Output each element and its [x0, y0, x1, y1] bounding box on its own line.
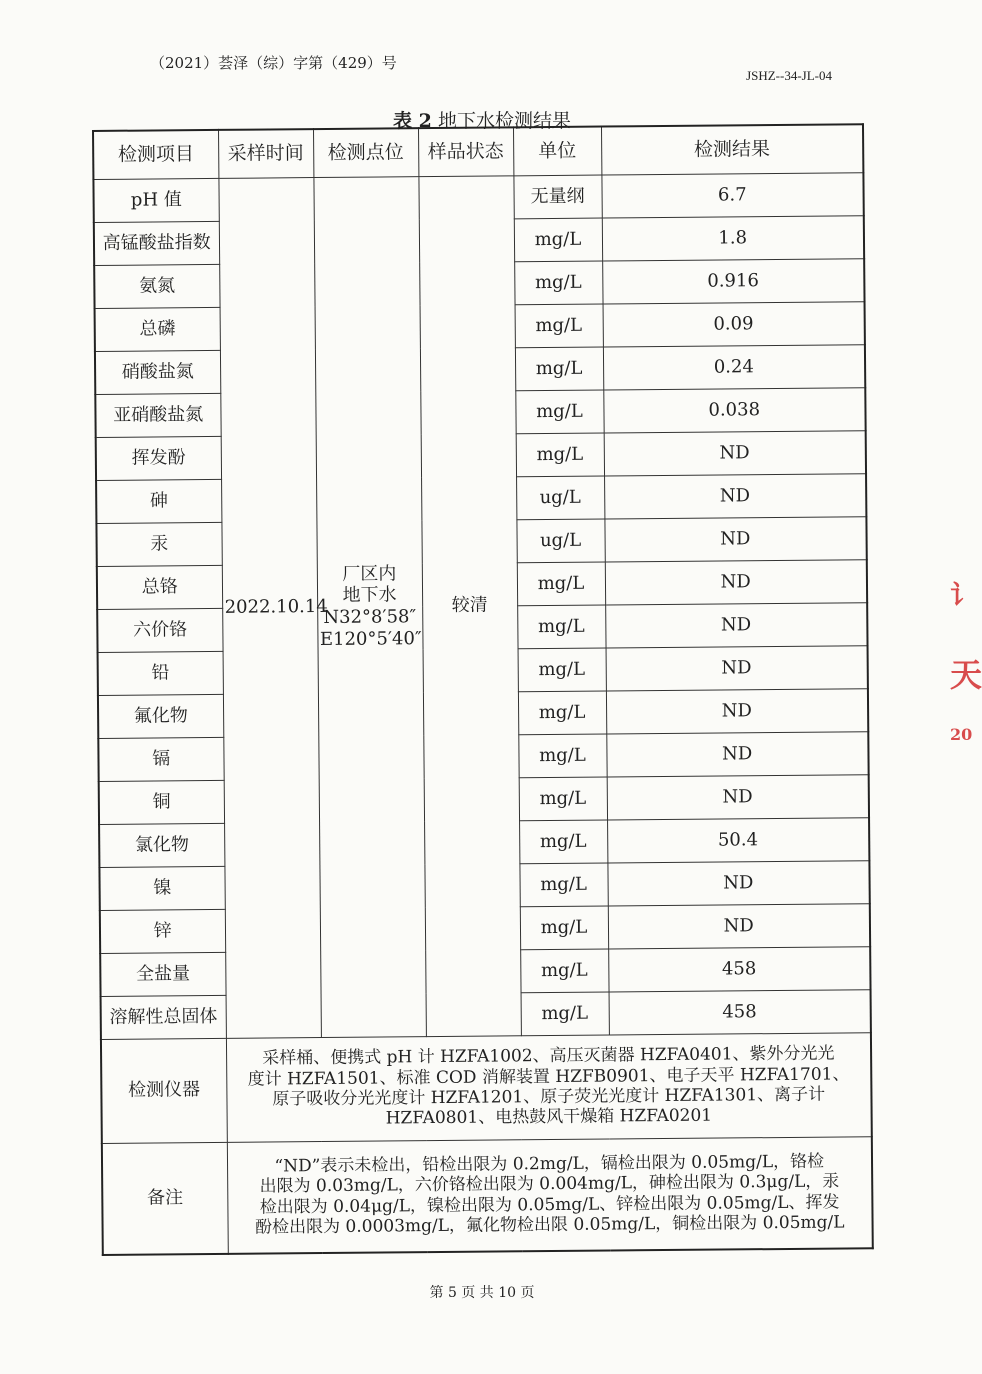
remarks-line: 检出限为 0.04μg/L，镍检出限为 0.05mg/L、锌检出限为 0.05mg/L、挥发: [259, 1192, 840, 1218]
unit-cell: mg/L: [518, 734, 606, 778]
result-cell: 458: [608, 946, 870, 991]
results-table-body: [93, 124, 873, 1255]
result-cell: ND: [604, 473, 866, 518]
header-unit: 单位: [513, 127, 601, 176]
remarks-label: 备注: [102, 1142, 228, 1255]
item-cell: 六价铬: [97, 608, 222, 652]
unit-cell: mg/L: [518, 648, 606, 692]
unit-cell: mg/L: [520, 906, 608, 950]
item-cell: 镍: [99, 866, 224, 910]
item-cell: 锌: [100, 909, 225, 953]
instruments-line: 采样桶、便携式 pH 计 HZFA1002、高压灭菌器 HZFA0401、紫外分光光: [262, 1043, 835, 1069]
location-line: 厂区内: [342, 563, 397, 585]
item-cell: 挥发酚: [96, 436, 221, 480]
unit-cell: mg/L: [521, 992, 609, 1036]
instruments-row: [101, 1032, 872, 1143]
item-cell: 硝酸盐氮: [95, 350, 220, 394]
unit-cell: mg/L: [514, 218, 602, 262]
result-cell: 6.7: [601, 172, 863, 217]
document-number: （2021）荟泽（综）字第（429）号: [150, 54, 397, 72]
location-line: E120°5′40″: [319, 627, 422, 650]
header-row: [93, 124, 863, 179]
unit-cell: mg/L: [515, 304, 603, 348]
unit-cell: mg/L: [518, 691, 606, 735]
item-cell: 汞: [96, 522, 221, 566]
result-cell: 0.916: [602, 258, 864, 303]
unit-cell: mg/L: [519, 863, 607, 907]
header-sample-time: 采样时间: [218, 129, 313, 178]
header-sample-state: 样品状态: [418, 127, 513, 176]
unit-cell: mg/L: [519, 820, 607, 864]
item-cell: 氨氮: [94, 264, 219, 308]
result-cell: ND: [607, 860, 869, 905]
unit-cell: mg/L: [515, 390, 603, 434]
result-cell: 0.09: [603, 301, 865, 346]
location-cell: [313, 176, 426, 1037]
instruments-label: 检测仪器: [101, 1038, 227, 1143]
result-cell: ND: [604, 516, 866, 561]
unit-cell: mg/L: [515, 347, 603, 391]
item-cell: 溶解性总固体: [101, 995, 226, 1039]
item-cell: 铜: [99, 780, 224, 824]
instruments-line: 原子吸收分光光度计 HZFA1201、原子荧光光度计 HZFA1301、离子计: [272, 1084, 826, 1110]
unit-cell: 无量纲: [513, 175, 601, 219]
sample-state-cell: 较清: [418, 175, 521, 1036]
item-cell: 氯化物: [99, 823, 224, 867]
table-title-label: 表 2: [393, 110, 432, 132]
remarks-line: 出限为 0.03mg/L，六价铬检出限为 0.004mg/L，砷检出限为 0.3μg/L，汞: [259, 1171, 840, 1197]
remarks-row: [102, 1136, 873, 1255]
result-cell: ND: [605, 559, 867, 604]
header-result: 检测结果: [601, 124, 863, 174]
page-footer: 第 5 页 共 10 页: [429, 1285, 535, 1301]
result-cell: ND: [607, 774, 869, 819]
result-cell: ND: [606, 645, 868, 690]
remarks-content: [227, 1136, 873, 1254]
result-cell: ND: [606, 688, 868, 733]
remarks-line: “ND”表示未检出，铅检出限为 0.2mg/L，镉检出限为 0.05mg/L，铬检: [274, 1151, 825, 1177]
unit-cell: mg/L: [517, 605, 605, 649]
unit-cell: mg/L: [520, 949, 608, 993]
table-title-text: 地下水检测结果: [437, 110, 571, 132]
unit-cell: ug/L: [516, 519, 604, 563]
item-cell: 铅: [98, 651, 223, 695]
result-cell: 0.24: [603, 344, 865, 389]
item-cell: 总铬: [97, 565, 222, 609]
header-location: 检测点位: [313, 128, 418, 177]
results-table: [92, 123, 874, 1256]
item-cell: 全盐量: [100, 952, 225, 996]
item-cell: 亚硝酸盐氮: [95, 393, 220, 437]
item-cell: 镉: [98, 737, 223, 781]
item-cell: 高锰酸盐指数: [94, 221, 219, 265]
result-cell: 1.8: [602, 215, 864, 260]
red-seal-stamp-edge: 讠 天 20: [950, 581, 982, 744]
header-item: 检测项目: [93, 130, 218, 179]
result-cell: ND: [606, 731, 868, 776]
result-cell: ND: [608, 903, 870, 948]
remarks-line: 酚检出限为 0.0003mg/L，氟化物检出限 0.05mg/L，铜检出限为 0.05mg/L: [255, 1212, 845, 1238]
instruments-line: HZFA0801、电热鼓风干燥箱 HZFA0201: [385, 1106, 713, 1129]
unit-cell: mg/L: [519, 777, 607, 821]
result-cell: ND: [605, 602, 867, 647]
item-cell: pH 值: [93, 178, 218, 222]
unit-cell: ug/L: [516, 476, 604, 520]
item-cell: 砷: [96, 479, 221, 523]
instruments-content: [226, 1032, 872, 1142]
form-number: JSHZ--34-JL-04: [746, 68, 832, 83]
unit-cell: mg/L: [516, 433, 604, 477]
result-cell: 0.038: [603, 387, 865, 432]
unit-cell: mg/L: [514, 261, 602, 305]
location-line: N32°8′58″: [323, 606, 417, 628]
result-cell: ND: [604, 430, 866, 475]
result-cell: 458: [609, 989, 871, 1034]
instruments-line: 度计 HZFA1501、标准 COD 消解装置 HZFB0901、电子天平 HZFA1701、: [247, 1064, 850, 1090]
table-row: [93, 172, 863, 222]
result-cell: 50.4: [607, 817, 869, 862]
sample-time-cell: 2022.10.14: [218, 177, 321, 1038]
item-cell: 氟化物: [98, 694, 223, 738]
item-cell: 总磷: [95, 307, 220, 351]
location-line: 地下水: [342, 584, 397, 607]
unit-cell: mg/L: [517, 562, 605, 606]
